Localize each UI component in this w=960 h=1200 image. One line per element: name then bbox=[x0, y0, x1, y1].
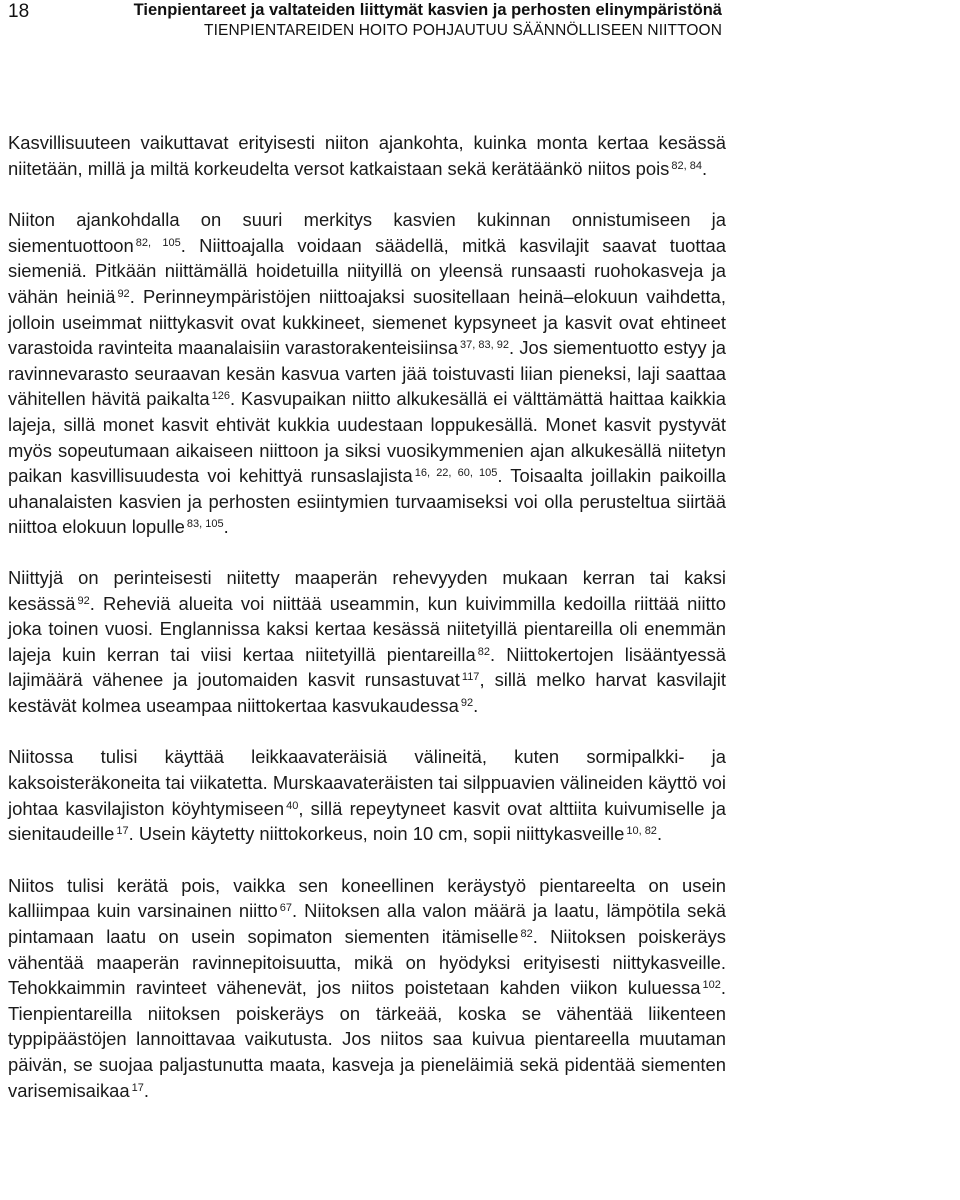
citation-reference: 82 bbox=[477, 645, 490, 658]
paragraph bbox=[8, 873, 726, 1103]
citation-reference: 16, 22, 60, 105 bbox=[414, 467, 498, 480]
paragraph-text: . Niittokertojen lisääntyessä lajimäärä vähenee ja joutomaiden kasvit runsastuvat bbox=[8, 643, 727, 691]
page-number: 18 bbox=[8, 1, 30, 22]
paragraph-text: . bbox=[143, 1079, 149, 1101]
citation-reference: 92 bbox=[77, 594, 90, 607]
header-subtitle: TIENPIENTAREIDEN HOITO POHJAUTUU SÄÄNNÖLLISEEN NIITTOON bbox=[204, 22, 722, 39]
citation-reference: 40 bbox=[286, 799, 299, 812]
citation-reference: 126 bbox=[211, 390, 230, 403]
body-text bbox=[8, 130, 726, 1129]
paragraph bbox=[8, 130, 726, 181]
citation-reference: 10, 82 bbox=[626, 825, 657, 838]
paragraph-text: , sillä melko harvat kasvilajit kestävät kolmea useampaa niittokertaa kasvukaudessa bbox=[8, 669, 726, 716]
running-header bbox=[102, 0, 722, 41]
paragraph-text: Kasvillisuuteen vaikuttavat erityisesti niiton ajankohta, kuinka monta kertaa kesässä niitetään, millä ja miltä korkeudelta versot katkaistaan sekä kerätäänkö niitos pois bbox=[8, 132, 726, 179]
citation-reference: 117 bbox=[461, 671, 480, 684]
citation-reference: 37, 83, 92 bbox=[459, 339, 510, 352]
header-title: Tienpientareet ja valtateiden liittymät kasvien ja perhosten elinympäristönä bbox=[133, 1, 722, 19]
paragraph-text: . Niitoksen alla valon määrä ja laatu, lämpötila sekä pintamaan laatu on usein sopimaton siementen itämiselle bbox=[8, 900, 726, 948]
paragraph-text: . Niitoksen poiskeräys vähentää maaperän ravinnepitoisuutta, mikä on hyödyksi erityisesti niittykasveille. Tehokkaimmin ravinteet vähenevät, jos niitos poistetaan kahden viikon kuluessa bbox=[8, 926, 726, 999]
paragraph-text: . bbox=[473, 694, 479, 716]
citation-reference: 92 bbox=[460, 696, 474, 709]
citation-reference: 82, 105 bbox=[135, 236, 181, 249]
paragraph-text: . bbox=[656, 823, 663, 845]
citation-reference: 92 bbox=[117, 287, 130, 300]
paragraph-text: . Usein käytetty niittokorkeus, noin 10 cm, sopii niittykasveille bbox=[128, 823, 625, 845]
paragraph-text: . Jos siementuotto estyy ja ravinnevarasto seuraavan kesän kasvua varten jää toistuvasti liian pieneksi, laji saattaa vähitellen hävitä paikalta bbox=[8, 337, 727, 410]
paragraph-text: . Perinneympäristöjen niittoajaksi suositellaan heinä–elokuun vaihdetta, jolloin useimmat niittykasvit ovat kukkineet, siemenet kypsyneet ja kasvit ovat ehtineet varastoida ravinteita maanalaisiin varastorakenteisiinsa bbox=[8, 285, 726, 359]
paragraph-text: Niittyjä on perinteisesti niitetty maaperän rehevyyden mukaan kerran tai kaksi kesässä bbox=[8, 566, 726, 614]
paragraph-text: . Kasvupaikan niitto alkukesällä ei välttämättä haittaa kaikkia lajeja, sillä monet kasvit ehtivät kukkia uudestaan loppukesällä. Monet kasvit pystyvät myös sopeutumaan aikaiseen niittoon ja siksi vuosikymmenien ajan alkukesällä niitetyn paikan kasvillisuudesta voi kehittyä runsaslajista bbox=[8, 388, 726, 487]
paragraph-text: . Reheviä alueita voi niittää useammin, kun kuivimmilla kedoilla riittää niitto joka toinen vuosi. Englannissa kaksi kertaa kesässä niitetyillä pientareilla oli enemmän lajeja kuin kerran tai viisi kertaa niitetyillä pientareilla bbox=[8, 592, 726, 665]
paragraph bbox=[8, 565, 726, 719]
citation-reference: 82, 84 bbox=[671, 159, 702, 172]
citation-reference: 102 bbox=[702, 979, 721, 992]
paragraph-text: , sillä repeytyneet kasvit ovat alttiita kuivumiselle ja sienitaudeille bbox=[8, 797, 726, 845]
citation-reference: 17 bbox=[131, 1081, 144, 1094]
paragraph bbox=[8, 744, 726, 846]
paragraph-text: Niitos tulisi kerätä pois, vaikka sen koneellinen keräystyö pientareelta on usein kalliimpaa kuin varsinainen niitto bbox=[8, 874, 726, 922]
citation-reference: 83, 105 bbox=[186, 518, 224, 531]
paragraph-text: . Niittoajalla voidaan säädellä, mitkä kasvilajit saavat tuottaa siemeniä. Pitkään niittämällä hoidetuilla niityillä on yleensä runsaasti ruohokasveja ja vähän heiniä bbox=[8, 234, 726, 307]
paragraph-text: Niitossa tulisi käyttää leikkaavateräisiä välineitä, kuten sormipalkki- ja kaksoisteräkoneita tai viikatetta. Murskaavateräisten tai silppuavien välineiden käyttö voi johtaa kasvilajiston köyhtymiseen bbox=[8, 746, 726, 819]
citation-reference: 82 bbox=[520, 928, 533, 941]
paragraph-text: . bbox=[223, 516, 229, 538]
paragraph-text: Niiton ajankohdalla on suuri merkitys kasvien kukinnan onnistumiseen ja siementuottoon bbox=[8, 209, 726, 256]
paragraph-text: . Tienpientareilla niitoksen poiskeräys on tärkeää, koska se vähentää liikenteen typpipäästöjen lannoittavaa vaikutusta. Jos niitos saa kuivua pientareella muutaman päivän, se suojaa paljastunutta maata, kasveja ja pieneläimiä sekä pidentää siementen varisemisaikaa bbox=[8, 977, 726, 1101]
paragraph-text: . bbox=[701, 157, 708, 179]
citation-reference: 17 bbox=[116, 825, 129, 838]
citation-reference: 67 bbox=[279, 902, 292, 915]
paragraph-text: . Toisaalta joillakin paikoilla uhanalaisten kasvien ja perhosten esiintymien turvaamiseksi voi olla perusteltua siirtää niittoa elokuun lopulle bbox=[8, 465, 726, 538]
paragraph bbox=[8, 207, 726, 540]
